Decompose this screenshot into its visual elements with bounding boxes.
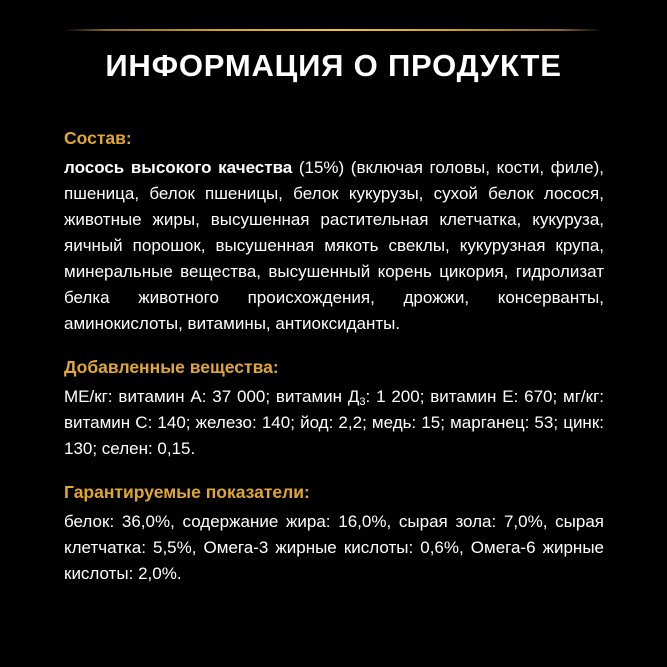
additives-subscript: 3 xyxy=(359,395,366,408)
guaranteed-text: белок: 36,0%, содержание жира: 16,0%, сырая зола: 7,0%, сырая клетчатка: 5,5%, Омега-3 жирные кислоты: 0,6%, Омега-6 жирные кислоты: 2,0%. xyxy=(64,511,604,583)
additives-text xyxy=(64,384,604,462)
page-title: ИНФОРМАЦИЯ О ПРОДУКТЕ xyxy=(105,48,562,83)
gold-divider xyxy=(64,29,603,31)
composition-highlight: лосось высокого качества xyxy=(64,157,293,177)
additives-text-after: : 1 200; витамин Е: 670; мг/кг: витамин С: 140; железо: 140; йод: 2,2; медь: 15; марганец: 53; цинк: 130; селен: 0,15. xyxy=(64,386,605,458)
composition-block xyxy=(64,128,604,337)
guaranteed-heading: Гарантируемые показатели: xyxy=(64,481,310,502)
composition-body: (15%) (включая головы, кости, филе), пшеница, белок пшеницы, белок кукурузы, сухой белок лосося, животные жиры, высушенная растительная клетчатка, кукуруза, яичный порошок, высушенная мякоть свеклы, кукурузная крупа, минеральные вещества, высушенный корень цикория, гидролизат белка животного происхождения, дрожжи, консерванты, аминокислоты, витамины, антиоксиданты. xyxy=(64,157,604,333)
guaranteed-block xyxy=(64,482,604,587)
content-area xyxy=(64,128,604,587)
composition-text xyxy=(64,155,604,337)
additives-heading: Добавленные вещества: xyxy=(64,356,279,377)
additives-block xyxy=(64,357,604,462)
additives-text-before: МЕ/кг: витамин А: 37 000; витамин Д xyxy=(64,386,360,406)
composition-heading: Состав: xyxy=(64,128,132,148)
